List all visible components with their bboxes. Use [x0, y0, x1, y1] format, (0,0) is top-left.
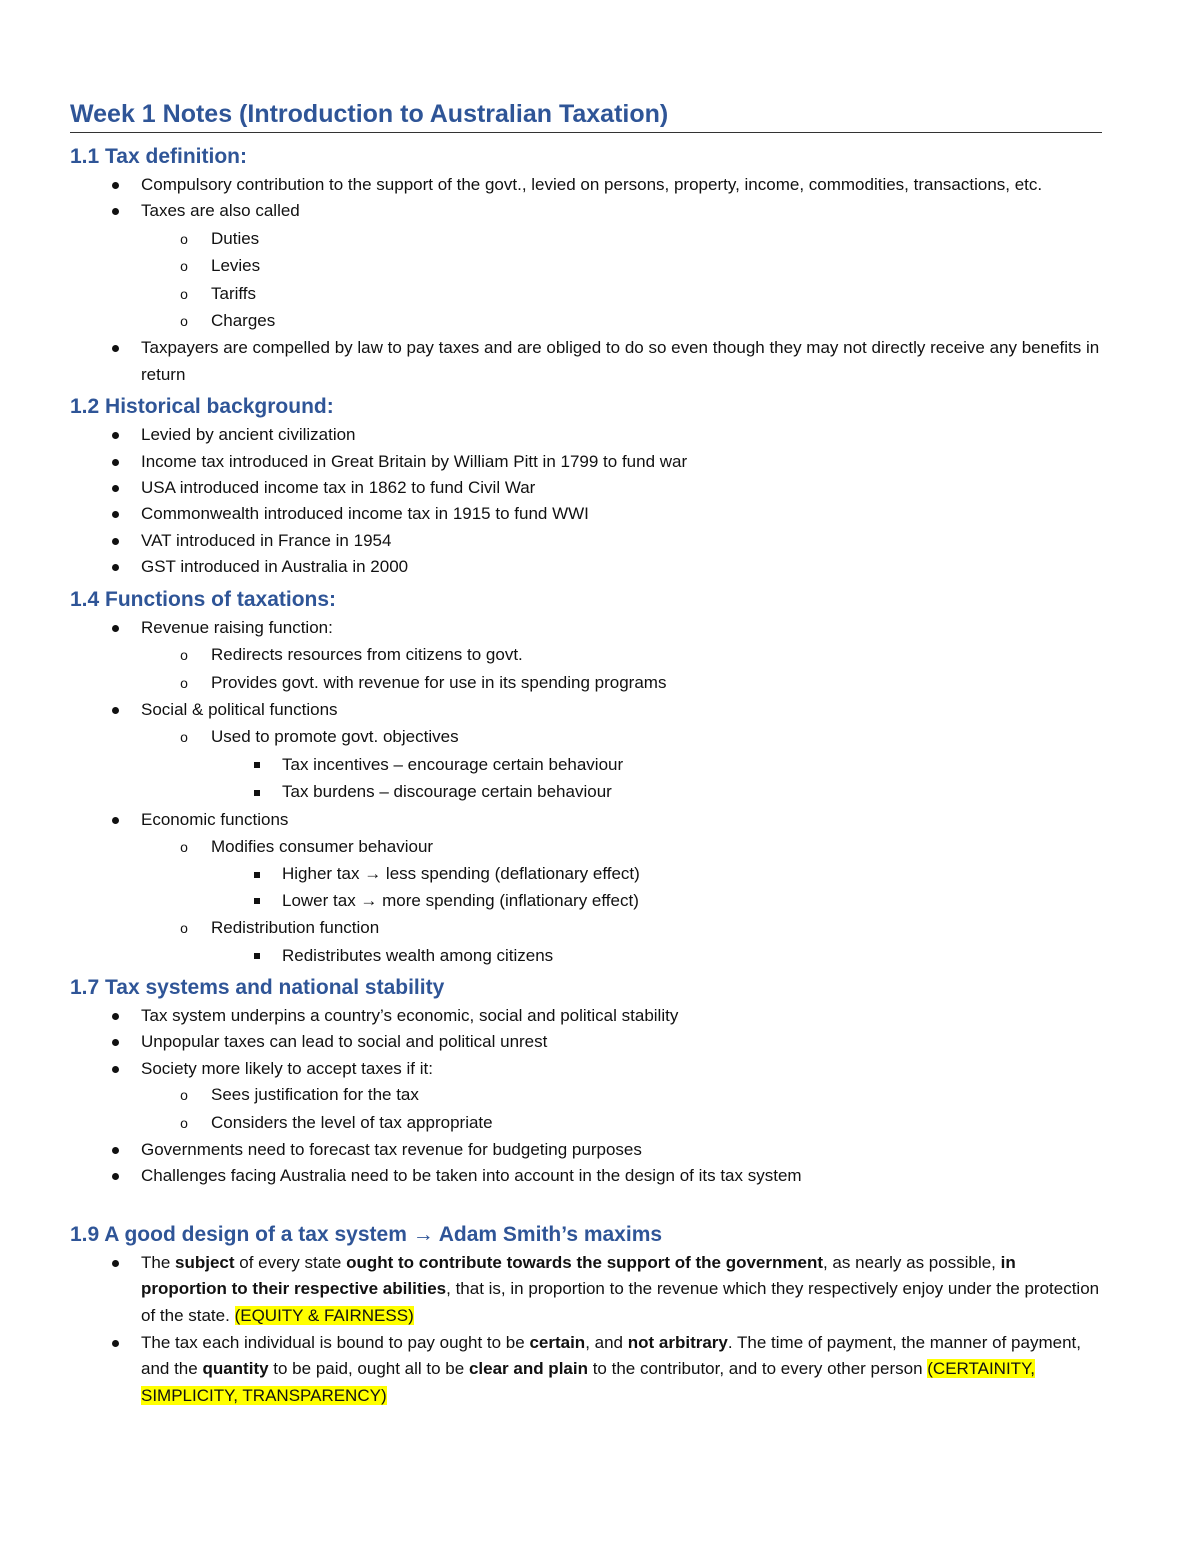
- list-item: [70, 1110, 1102, 1136]
- bullet-icon: [108, 449, 122, 475]
- list-item-text: Used to promote govt. objectives: [211, 727, 459, 747]
- list-item: [70, 861, 1102, 887]
- list-item-text: Charges: [211, 311, 276, 331]
- circle-bullet-icon: [177, 226, 191, 252]
- square-bullet-icon: [250, 888, 264, 914]
- list-item-text: Challenges facing Australia need to be taken into account in the design of its tax system: [141, 1166, 802, 1186]
- circle-bullet-icon: [177, 724, 191, 750]
- bullet-icon: [108, 172, 122, 198]
- square-bullet-icon: [250, 943, 264, 969]
- list-item-text: GST introduced in Australia in 2000: [141, 557, 409, 577]
- list-item-text: Taxes are also called: [141, 201, 300, 221]
- list-item-text: The tax each individual is bound to pay ought to be certain, and not arbitrary. The time of payment, the manner of payment, and the quantity to be paid, ought all to be clear and plain to the contributor, and to every other person (CERTAINITY, SIMPLICITY, TRANSPARENCY): [141, 1333, 1081, 1405]
- list-item-text: Commonwealth introduced income tax in 1915 to fund WWI: [141, 504, 589, 524]
- list-item-text: Duties: [211, 228, 260, 248]
- list-item-text: The subject of every state ought to contribute towards the support of the government, as nearly as possible, in proportion to their respective abilities, that is, in proportion to the revenue which they respectively enjoy under the protection of the state. (EQUITY & FAIRNESS): [141, 1252, 1100, 1325]
- bullet-icon: [108, 422, 122, 448]
- list-item-text: Governments need to forecast tax revenue for budgeting purposes: [141, 1140, 642, 1159]
- bullet-icon: [108, 335, 122, 361]
- list-item-text: Modifies consumer behaviour: [211, 836, 434, 856]
- circle-bullet-icon: [177, 253, 191, 279]
- circle-bullet-icon: [177, 1082, 191, 1108]
- page-title: Week 1 Notes (Introduction to Australian Taxation): [70, 98, 1102, 133]
- bullet-icon: [108, 697, 122, 723]
- list-item-text: Provides govt. with revenue for use in its spending programs: [211, 672, 667, 692]
- bullet-icon: [108, 1137, 122, 1163]
- bullet-icon: [108, 501, 122, 527]
- circle-bullet-icon: [177, 281, 191, 307]
- section-1-4-list: [70, 615, 1102, 969]
- list-item: [70, 1082, 1102, 1108]
- list-item-text: Redistribution function: [211, 918, 380, 938]
- list-item: [70, 308, 1102, 334]
- bullet-icon: [108, 1056, 122, 1082]
- list-item-text: Redirects resources from citizens to govt.: [211, 645, 523, 665]
- list-item-text: Society more likely to accept taxes if it:: [141, 1058, 433, 1078]
- list-item: [70, 1029, 1102, 1055]
- bullet-icon: [108, 475, 122, 501]
- list-item: [70, 335, 1102, 388]
- list-item-text: Economic functions: [141, 809, 289, 829]
- list-item: [70, 226, 1102, 252]
- list-item-text: Taxpayers are compelled by law to pay taxes and are obliged to do so even though they may not directly receive any benefits in return: [141, 338, 1100, 384]
- section-heading-1-7: 1.7 Tax systems and national stability: [70, 975, 445, 999]
- list-item: [70, 724, 1102, 750]
- list-item-text: VAT introduced in France in 1954: [141, 530, 392, 550]
- spacer: [70, 1190, 1102, 1216]
- list-item: [70, 1330, 1102, 1409]
- circle-bullet-icon: [177, 915, 191, 941]
- list-item-text: Higher tax → less spending (deflationary effect): [282, 864, 640, 884]
- list-item: [70, 475, 1102, 501]
- list-item: [70, 1056, 1102, 1082]
- list-item: [70, 281, 1102, 307]
- list-item: [70, 422, 1102, 448]
- highlight-certainty-simplicity: (CERTAINITY, SIMPLICITY, TRANSPARENCY): [141, 1359, 1035, 1405]
- bullet-icon: [108, 528, 122, 554]
- list-item: [70, 779, 1102, 805]
- list-item: [70, 253, 1102, 279]
- list-item-text: Compulsory contribution to the support of the govt., levied on persons, property, income, commodities, transactions, etc.: [141, 175, 1043, 194]
- list-item-text: Income tax introduced in Great Britain by William Pitt in 1799 to fund war: [141, 451, 688, 471]
- list-item: [70, 1163, 1102, 1189]
- bullet-icon: [108, 554, 122, 580]
- list-item: [70, 172, 1102, 198]
- section-heading-1-4: 1.4 Functions of taxations:: [70, 587, 337, 611]
- list-item-text: Tax burdens – discourage certain behaviour: [282, 782, 612, 802]
- list-item: [70, 528, 1102, 554]
- list-item: [70, 554, 1102, 580]
- section-heading-1-9: 1.9 A good design of a tax system → Adam Smith’s maxims: [70, 1222, 663, 1246]
- list-item-text: Tariffs: [211, 283, 257, 303]
- list-item: [70, 449, 1102, 475]
- section-1-9-list: [70, 1250, 1102, 1409]
- square-bullet-icon: [250, 779, 264, 805]
- bullet-icon: [108, 1250, 122, 1276]
- bullet-icon: [108, 615, 122, 641]
- list-item: [70, 752, 1102, 778]
- list-item-text: USA introduced income tax in 1862 to fund Civil War: [141, 478, 536, 498]
- list-item-text: Tax incentives – encourage certain behaviour: [282, 754, 624, 774]
- list-item-text: Tax system underpins a country’s economic, social and political stability: [141, 1005, 679, 1025]
- circle-bullet-icon: [177, 670, 191, 696]
- section-1-7-list: [70, 1003, 1102, 1190]
- list-item: [70, 1003, 1102, 1029]
- circle-bullet-icon: [177, 308, 191, 334]
- list-item-text: Levied by ancient civilization: [141, 425, 356, 445]
- document-page: [70, 98, 1102, 1409]
- list-item-text: Considers the level of tax appropriate: [211, 1112, 493, 1132]
- list-item: [70, 943, 1102, 969]
- list-item: [70, 1137, 1102, 1163]
- list-item: [70, 915, 1102, 941]
- list-item-text: Unpopular taxes can lead to social and political unrest: [141, 1032, 548, 1052]
- list-item: [70, 697, 1102, 723]
- list-item-text: Revenue raising function:: [141, 617, 333, 637]
- list-item: [70, 1250, 1102, 1329]
- section-1-2-list: [70, 422, 1102, 580]
- section-heading-1-1: 1.1 Tax definition:: [70, 145, 247, 168]
- bullet-icon: [108, 1029, 122, 1055]
- list-item: [70, 670, 1102, 696]
- list-item-text: Social & political functions: [141, 699, 338, 719]
- list-item: [70, 642, 1102, 668]
- list-item-text: Redistributes wealth among citizens: [282, 945, 554, 965]
- bullet-icon: [108, 1163, 122, 1189]
- section-heading-1-2: 1.2 Historical background:: [70, 395, 334, 419]
- bullet-icon: [108, 1003, 122, 1029]
- list-item-text: Levies: [211, 256, 261, 276]
- list-item-text: Sees justification for the tax: [211, 1085, 419, 1105]
- highlight-equity-fairness: (EQUITY & FAIRNESS): [234, 1305, 414, 1325]
- bullet-icon: [108, 1330, 122, 1356]
- section-1-1-list: [70, 172, 1102, 388]
- circle-bullet-icon: [177, 1110, 191, 1136]
- circle-bullet-icon: [177, 642, 191, 668]
- square-bullet-icon: [250, 752, 264, 778]
- list-item: [70, 834, 1102, 860]
- list-item: [70, 615, 1102, 641]
- list-item: [70, 807, 1102, 833]
- list-item: [70, 888, 1102, 914]
- circle-bullet-icon: [177, 834, 191, 860]
- bullet-icon: [108, 198, 122, 224]
- bullet-icon: [108, 807, 122, 833]
- list-item-text: Lower tax → more spending (inflationary effect): [282, 890, 639, 910]
- square-bullet-icon: [250, 861, 264, 887]
- list-item: [70, 198, 1102, 224]
- list-item: [70, 501, 1102, 527]
